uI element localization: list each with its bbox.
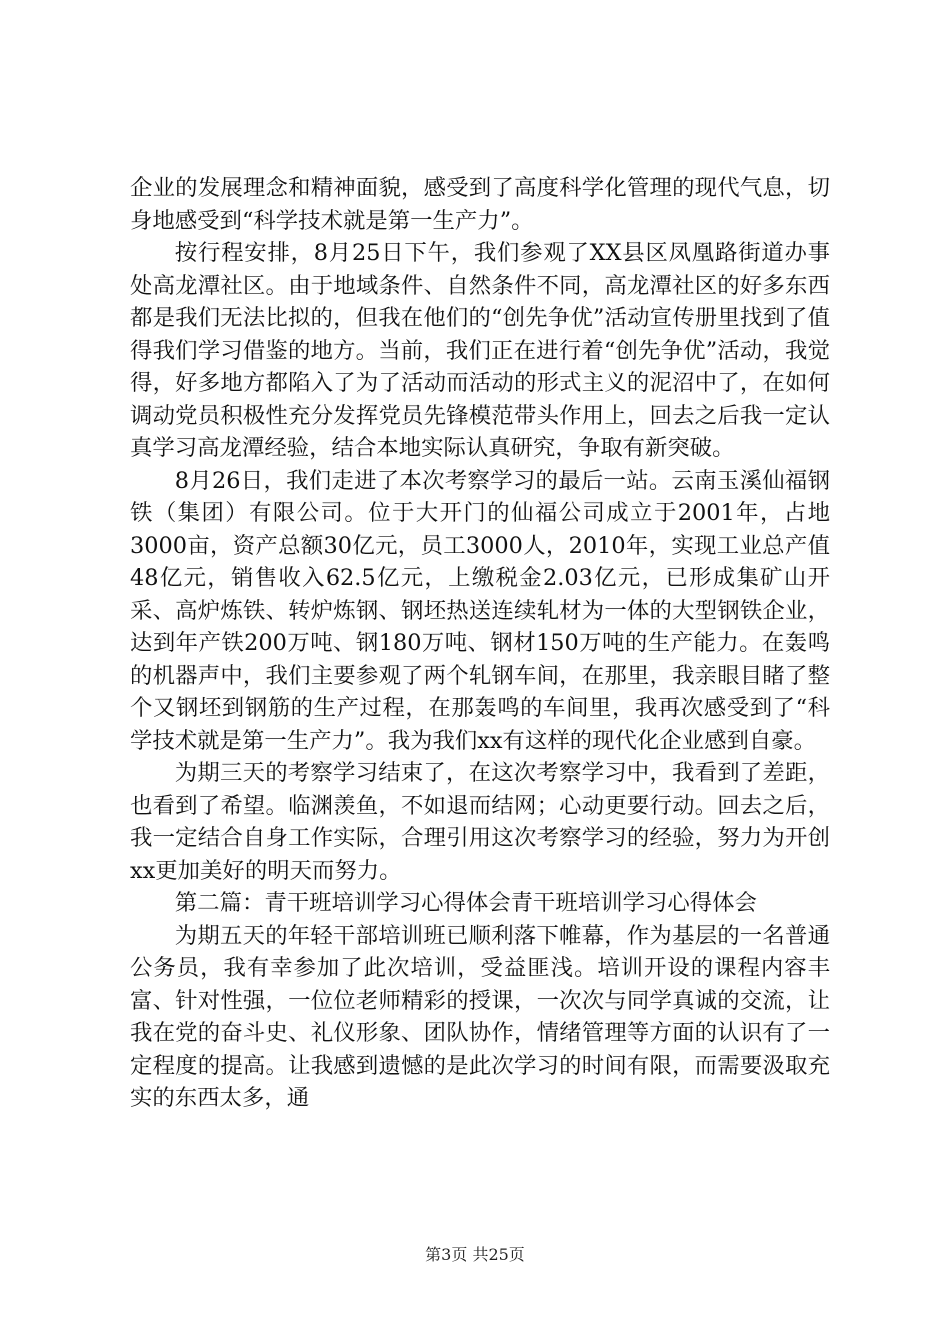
- paragraph-xianfu-steel: 8月26日，我们走进了本次考察学习的最后一站。云南玉溪仙福钢铁（集团）有限公司。位于大开门的仙福公司成立于2001年，占地3000亩，资产总额30亿元，员工3000人，2010年，实现工业总产值48亿元，销售收入62.5亿元，上缴税金2.03亿元，已形成集矿山开采、高炉炼铁、转炉炼钢、钢坯热送连续轧材为一体的大型钢铁企业，达到年产铁200万吨、钢180万吨、钢材150万吨的生产能力。在轰鸣的机器声中，我们主要参观了两个轧钢车间，在那里，我亲眼目睹了整个又钢坯到钢筋的生产过程，在那轰鸣的车间里，我再次感受到了“科学技术就是第一生产力”。我为我们xx有这样的现代化企业感到自豪。: [130, 467, 830, 754]
- page-number: 第3页 共25页: [425, 1245, 525, 1264]
- section-heading: 第二篇：青干班培训学习心得体会青干班培训学习心得体会: [174, 890, 757, 916]
- paragraph-continuation: 企业的发展理念和精神面貌，感受到了高度科学化管理的现代气息，切身地感受到“科学技术就是第一生产力”。: [130, 175, 830, 234]
- paragraph-gaolongtan: 按行程安排，8月25日下午，我们参观了XX县区凤凰路街道办事处高龙潭社区。由于地域条件、自然条件不同，高龙潭社区的好多东西都是我们无法比拟的，但我在他们的“创先争优”活动宣传册里找到了值得我们学习借鉴的地方。当前，我们正在进行着“创先争优”活动，我觉得，好多地方都陷入了为了活动而活动的形式主义的泥沼中了，在如何调动党员积极性充分发挥党员先锋模范带头作用上，回去之后我一定认真学习高龙潭经验，结合本地实际认真研究，争取有新突破。: [130, 240, 830, 461]
- paragraph-conclusion: 为期三天的考察学习结束了，在这次考察学习中，我看到了差距，也看到了希望。临渊羡鱼，不如退而结网；心动更要行动。回去之后，我一定结合自身工作实际，合理引用这次考察学习的经验，努力为开创xx更加美好的明天而努力。: [130, 760, 830, 884]
- body-text: [130, 172, 830, 1115]
- paragraph-training: 为期五天的年轻干部培训班已顺利落下帷幕，作为基层的一名普通公务员，我有幸参加了此次培训，受益匪浅。培训开设的课程内容丰富、针对性强，一位位老师精彩的授课，一次次与同学真诚的交流，让我在党的奋斗史、礼仪形象、团队协作，情绪管理等方面的认识有了一定程度的提高。让我感到遗憾的是此次学习的时间有限，而需要汲取充实的东西太多，通: [130, 922, 830, 1111]
